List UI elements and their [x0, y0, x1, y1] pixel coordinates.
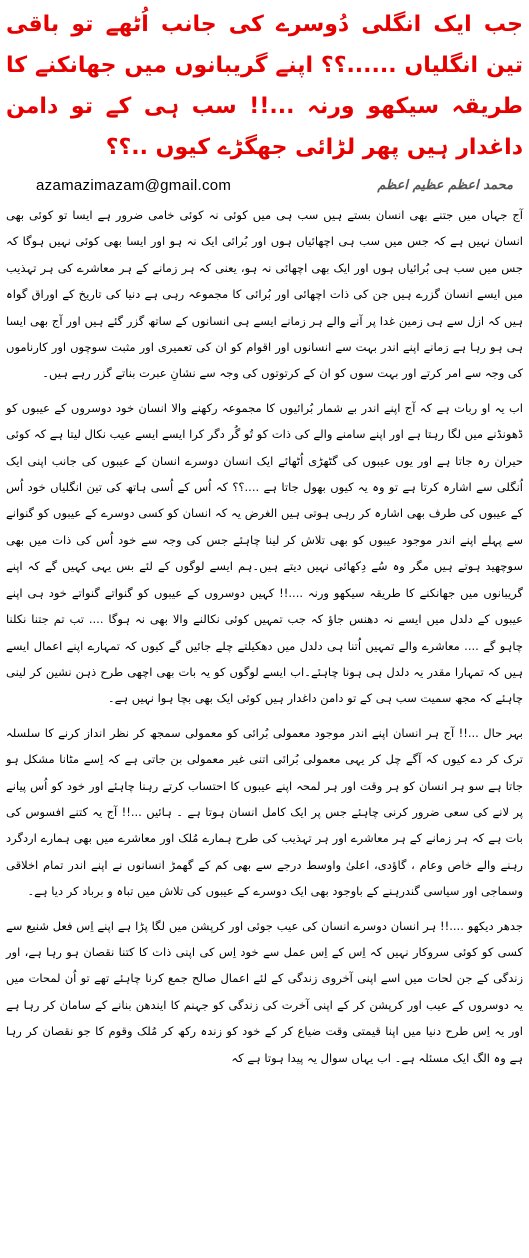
author-email[interactable]: azamazimazam@gmail.com	[36, 176, 232, 194]
article-headline: جب ایک انگلی دُوسرے کی جانب اُٹھے تو باقی تین انگلیاں ......؟؟ اپنے گریبانوں میں جھانکنے کا طریقہ سیکھو ورنہ ...!! سب ہی کے تو دامن داغدار ہیں پھر لڑائی جھگڑے کیوں ..؟؟	[6, 12, 523, 160]
paragraph-2: اب یہ او ربات ہے کہ آج اپنے اندر بے شمار بُرائیوں کا مجموعہ رکھنے والا انسان خود دوسروں کے عیبوں کو ڈھونڈنے میں لگا رہتا ہے اور اپنے سامنے والے کی ذات کو تُو گُر دگر کرا ایسے ایسے عیب نکال لیتا ہے کہ کوئی حیران رہ جاتا ہے اور یوں عیبوں کی گٹھڑی اُٹھائے ایک انسان دوسرے انسان کے عیبوں کی جانب اپنی ایک اُنگلی سے اشارہ کرتا ہے تو وہ یہ کیوں بھول جاتا ہے ....؟؟ کہ اُس کے اُسی ہاتھ کی تین انگلیاں خود اُس کے عیبوں کی طرف بھی اشارہ کر رہی ہوتی ہیں الغرض یہ کہ انسان کو کسی دوسرے کے عیبوں کو گنوانے سے پہلے اپنے اندر موجود عیبوں کو بھی تلاش کر لینا چاہئے جس کی وجہ سے خود اُس کی ذات میں بھی سوچھید ہوتے ہیں مگر وہ سُے دِکھائی نہیں دیتے ہیں۔ہم ایسے لوگوں کے لئے بس یہی کہیں گے کہ اپنے گریبانوں میں جھانکنے کا طریقہ سیکھو ورنہ ....!! کہیں دوسروں کے عیبوں کو گنواتے گنواتے خود ہی اپنے عیبوں کے دلدل میں ایسے نہ دھنس جاؤ کہ جب تمہیں کوئی نکالنے والا بھی نہ ہوگا .... تب تم جتنا نکلنا چاہو گے .... معاشرے والے تمہیں اُتنا ہی دلدل میں دھکیلتے چلے جائیں گے کیوں کہ تمہارے اپنے اعمال ایسے ہیں کہ تمہارا مقدر یہ دلدل ہی ہونا چاہئے۔اب ایسے لوگوں کو یہ بات بھی اچھی طرح ذہن نشین کر لینی چاہئے کہ مجھ سمیت سب ہی کے تو دامن داغدار ہیں کوئی ایک بھی بچا ہوا نہیں ہے۔	[6, 400, 523, 706]
byline	[6, 168, 523, 202]
paragraph-3: بہر حال ...!! آج ہر انسان اپنے اندر موجود معمولی بُرائی کو معمولی سمجھ کر نظر انداز کرنے کا سلسلہ ترک کر دے کیوں کہ آگے چل کر یہی معمولی بُرائی اتنی غیر معمولی بن جاتی ہے کہ اِسے مٹانا مشکل ہو جاتا ہے سو ہر انسان کو ہر وقت اور ہر لمحہ اپنے عیبوں کا احتساب کرتے رہنا چاہئے اور خود کو اُس پیانے پر لانے کی سعی ضرور کرنی چاہئے جس پر ایک کامل انسان ہوتا ہے ۔ ہائیں ...!! آج یہ کتنے افسوس کی بات ہے کہ ہر زمانے کے ہر معاشرے اور ہر تہذیب کی طرح ہمارے مُلک اور معاشرے میں بھی ہمارے اردگرد رہنے والے خاص وعام ، گاؤدی، اعلیٰ واوسط درجے سے بھی کم کے گھمڑ انسانوں نے اپنے اندر تمام اخلاقی وسماجی اور سیاسی گندرہنے کے باوجود بھی ایک دوسرے کے عیبوں کی تلاش میں تباہ و برباد کر دیا ہے۔	[6, 725, 523, 899]
paragraph-4: جدھر دیکھو ....!! ہر انسان دوسرے انسان کی عیب جوئی اور کرپشن میں لگا پڑا ہے اپنے اِس فعل شنیع سے کسی کو کوئی سروکار نہیں کہ اِس کے اِس عمل سے خود اِس کی اپنی ذات کا کتنا نقصان ہو رہا ہے، اور زندگی کے جن لحات میں اسے اپنی آخروی زندگی کے لئے اعمال صالح جمع کرنا چاہئے تھے تو اُن لمحات میں یہ دوسروں کے عیب اور کرپشن کر کے اپنی آخرت کی زندگی کو جہنم کا ایندھن بنانے کے سامان کر رہا ہے اور یہ اِس طرح دنیا میں اپنا قیمتی وقت ضیاع کر کے خود کو زندہ رکھ کر مُلک وقوم کا جو نقصان کر رہا ہے وہ الگ ایک مسئلہ ہے۔ اب یہاں سوال یہ پیدا ہوتا ہے کہ	[6, 918, 523, 1065]
paragraph-1: آج جہاں میں جتنے بھی انسان بستے ہیں سب ہی میں کوئی نہ کوئی خامی ضرور ہے ایسا تو کوئی بھی انسان نہیں ہے کہ جس میں سب ہی اچھائیاں ہوں اور بُرائی ایک نہ ہو اور ایسا بھی کوئی نہیں ہوگا کہ جس میں سب ہی بُرائیاں ہوں اور ایک بھی اچھائی نہ ہو، یعنی کہ ہر زمانے کے ہر معاشرے کی ہر تہذیب میں ایسے انسان گزرے ہیں جن کی ذات اچھائی اور بُرائی کا مجموعہ رہی ہے دنیا کی تاریخ کے اوراق گواہ ہیں کہ ازل سے ہی زمین غدا پر آنے والے ہر زمانے ایسے ہی انسانوں کے ساتھ گزر گئے ہیں اور آج بھی ایسا ہی ہو رہا ہے زمانے اپنے اندر بہت سے انسانوں اور اقوام کو ان کی تعمیری اور مثبت سوچوں اور کارناموں کی وجہ سے امر کرتے اور بہت سوں کو ان کے کرتوتوں کی وجہ سے نشانِ عبرت بناتے گزر رہے ہیں۔	[6, 208, 523, 381]
author-name: محمد اعظم عظیم اعظم	[377, 177, 513, 193]
